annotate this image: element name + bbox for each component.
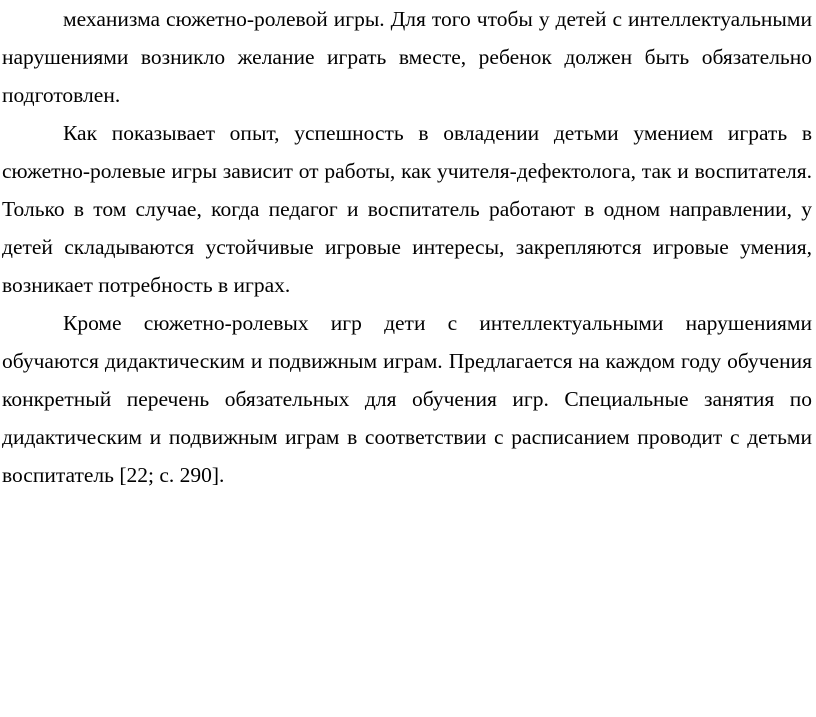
paragraph-1: механизма сюжетно-ролевой игры. Для того чтобы у детей с интеллектуальными нарушениями возникло желание играть вместе, ребенок должен быть обязательно подготовлен. xyxy=(2,7,812,107)
paragraph-2: Как показывает опыт, успешность в овладении детьми умением играть в сюжетно-ролевые игры зависит от работы, как учителя-дефектолога, так и воспитателя. Только в том случае, когда педагог и воспитатель работают в одном направлении, у детей складываются устойчивые игровые интересы, закрепляются игровые умения, возникает потребность в играх. xyxy=(2,121,812,297)
paragraph-3: Кроме сюжетно-ролевых игр дети с интеллектуальными нарушениями обучаются дидактическим и подвижным играм. Предлагается на каждом году обучения конкретный перечень обязательных для обучения игр. Специальные занятия по дидактическим и подвижным играм в соответствии с расписанием проводит с детьми воспитатель [22; с. 290]. xyxy=(2,311,812,487)
document-body xyxy=(2,0,812,494)
